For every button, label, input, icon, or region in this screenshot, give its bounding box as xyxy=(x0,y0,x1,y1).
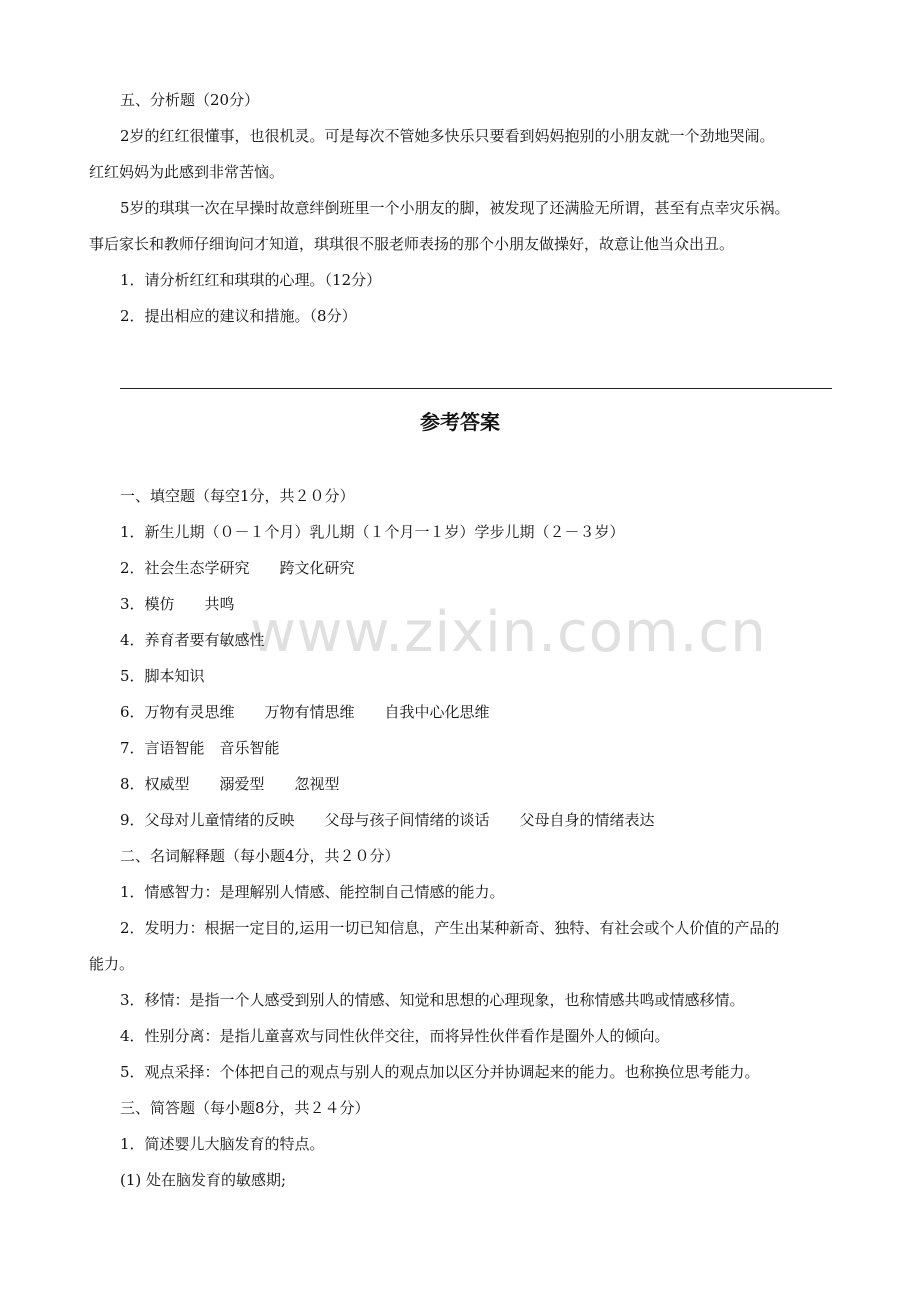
section5-para2-line2: 事后家长和教师仔细询问才知道，琪琪很不服老师表扬的那个小朋友做操好，故意让他当众出丑。 xyxy=(89,235,735,253)
part2-item-1: 1．情感智力：是理解别人情感、能控制自己情感的能力。 xyxy=(120,883,505,901)
part1-item-1: 1．新生儿期（０－１个月）乳儿期（１个月一１岁）学步儿期（２－３岁） xyxy=(120,523,625,541)
section5-para1-line1: 2岁的红红很懂事，也很机灵。可是每次不管她多快乐只要看到妈妈抱别的小朋友就一个劲地哭闹。 xyxy=(120,127,775,145)
part1-item-8: 8．权威型 溺爱型 忽视型 xyxy=(120,775,340,793)
part1-item-5: 5．脚本知识 xyxy=(120,667,205,685)
part3-item-1: 1．简述婴儿大脑发育的特点。 xyxy=(120,1135,325,1153)
section5-heading: 五、分析题（20分） xyxy=(120,91,260,109)
answers-title: 参考答案 xyxy=(420,410,500,434)
part1-item-2: 2．社会生态学研究 跨文化研究 xyxy=(120,559,355,577)
part2-item-4: 4．性别分离：是指儿童喜欢与同性伙伴交往，而将异性伙伴看作是圈外人的倾向。 xyxy=(120,1027,670,1045)
section5-question-1: 1．请分析红红和琪琪的心理。（12分） xyxy=(120,271,382,289)
section5-para1-line2: 红红妈妈为此感到非常苦恼。 xyxy=(89,163,285,181)
part2-heading: 二、名词解释题（每小题4分，共２０分） xyxy=(120,847,400,865)
part2-item-3: 3．移情：是指一个人感受到别人的情感、知觉和思想的心理现象，也称情感共鸣或情感移情。 xyxy=(120,991,745,1009)
part1-item-9: 9．父母对儿童情绪的反映 父母与孩子间情绪的谈话 父母自身的情绪表达 xyxy=(120,811,655,829)
part1-item-4: 4．养育者要有敏感性 xyxy=(120,631,265,649)
part1-item-7: 7．言语智能 音乐智能 xyxy=(120,739,280,757)
part3-heading: 三、简答题（每小题8分，共２４分） xyxy=(120,1099,370,1117)
part2-item-2-line1: 2．发明力：根据一定目的,运用一切已知信息，产生出某种新奇、独特、有社会或个人价值的产品的 xyxy=(120,919,780,937)
section5-question-2: 2．提出相应的建议和措施。（8分） xyxy=(120,307,357,325)
part1-heading: 一、填空题（每空1分，共２０分） xyxy=(120,487,355,505)
part3-sub-1: (1) 处在脑发育的敏感期; xyxy=(120,1171,287,1189)
watermark: www.zixin.com.cn xyxy=(250,600,767,665)
part2-item-2-line2: 能力。 xyxy=(89,955,135,973)
part2-item-5: 5．观点采择：个体把自己的观点与别人的观点加以区分并协调起来的能力。也称换位思考能力。 xyxy=(120,1063,760,1081)
part1-item-3: 3．模仿 共鸣 xyxy=(120,595,235,613)
part1-item-6: 6．万物有灵思维 万物有情思维 自我中心化思维 xyxy=(120,703,490,721)
section5-para2-line1: 5岁的琪琪一次在早操时故意绊倒班里一个小朋友的脚，被发现了还满脸无所谓，甚至有点幸灾乐祸。 xyxy=(120,199,790,217)
section-divider xyxy=(120,388,832,389)
